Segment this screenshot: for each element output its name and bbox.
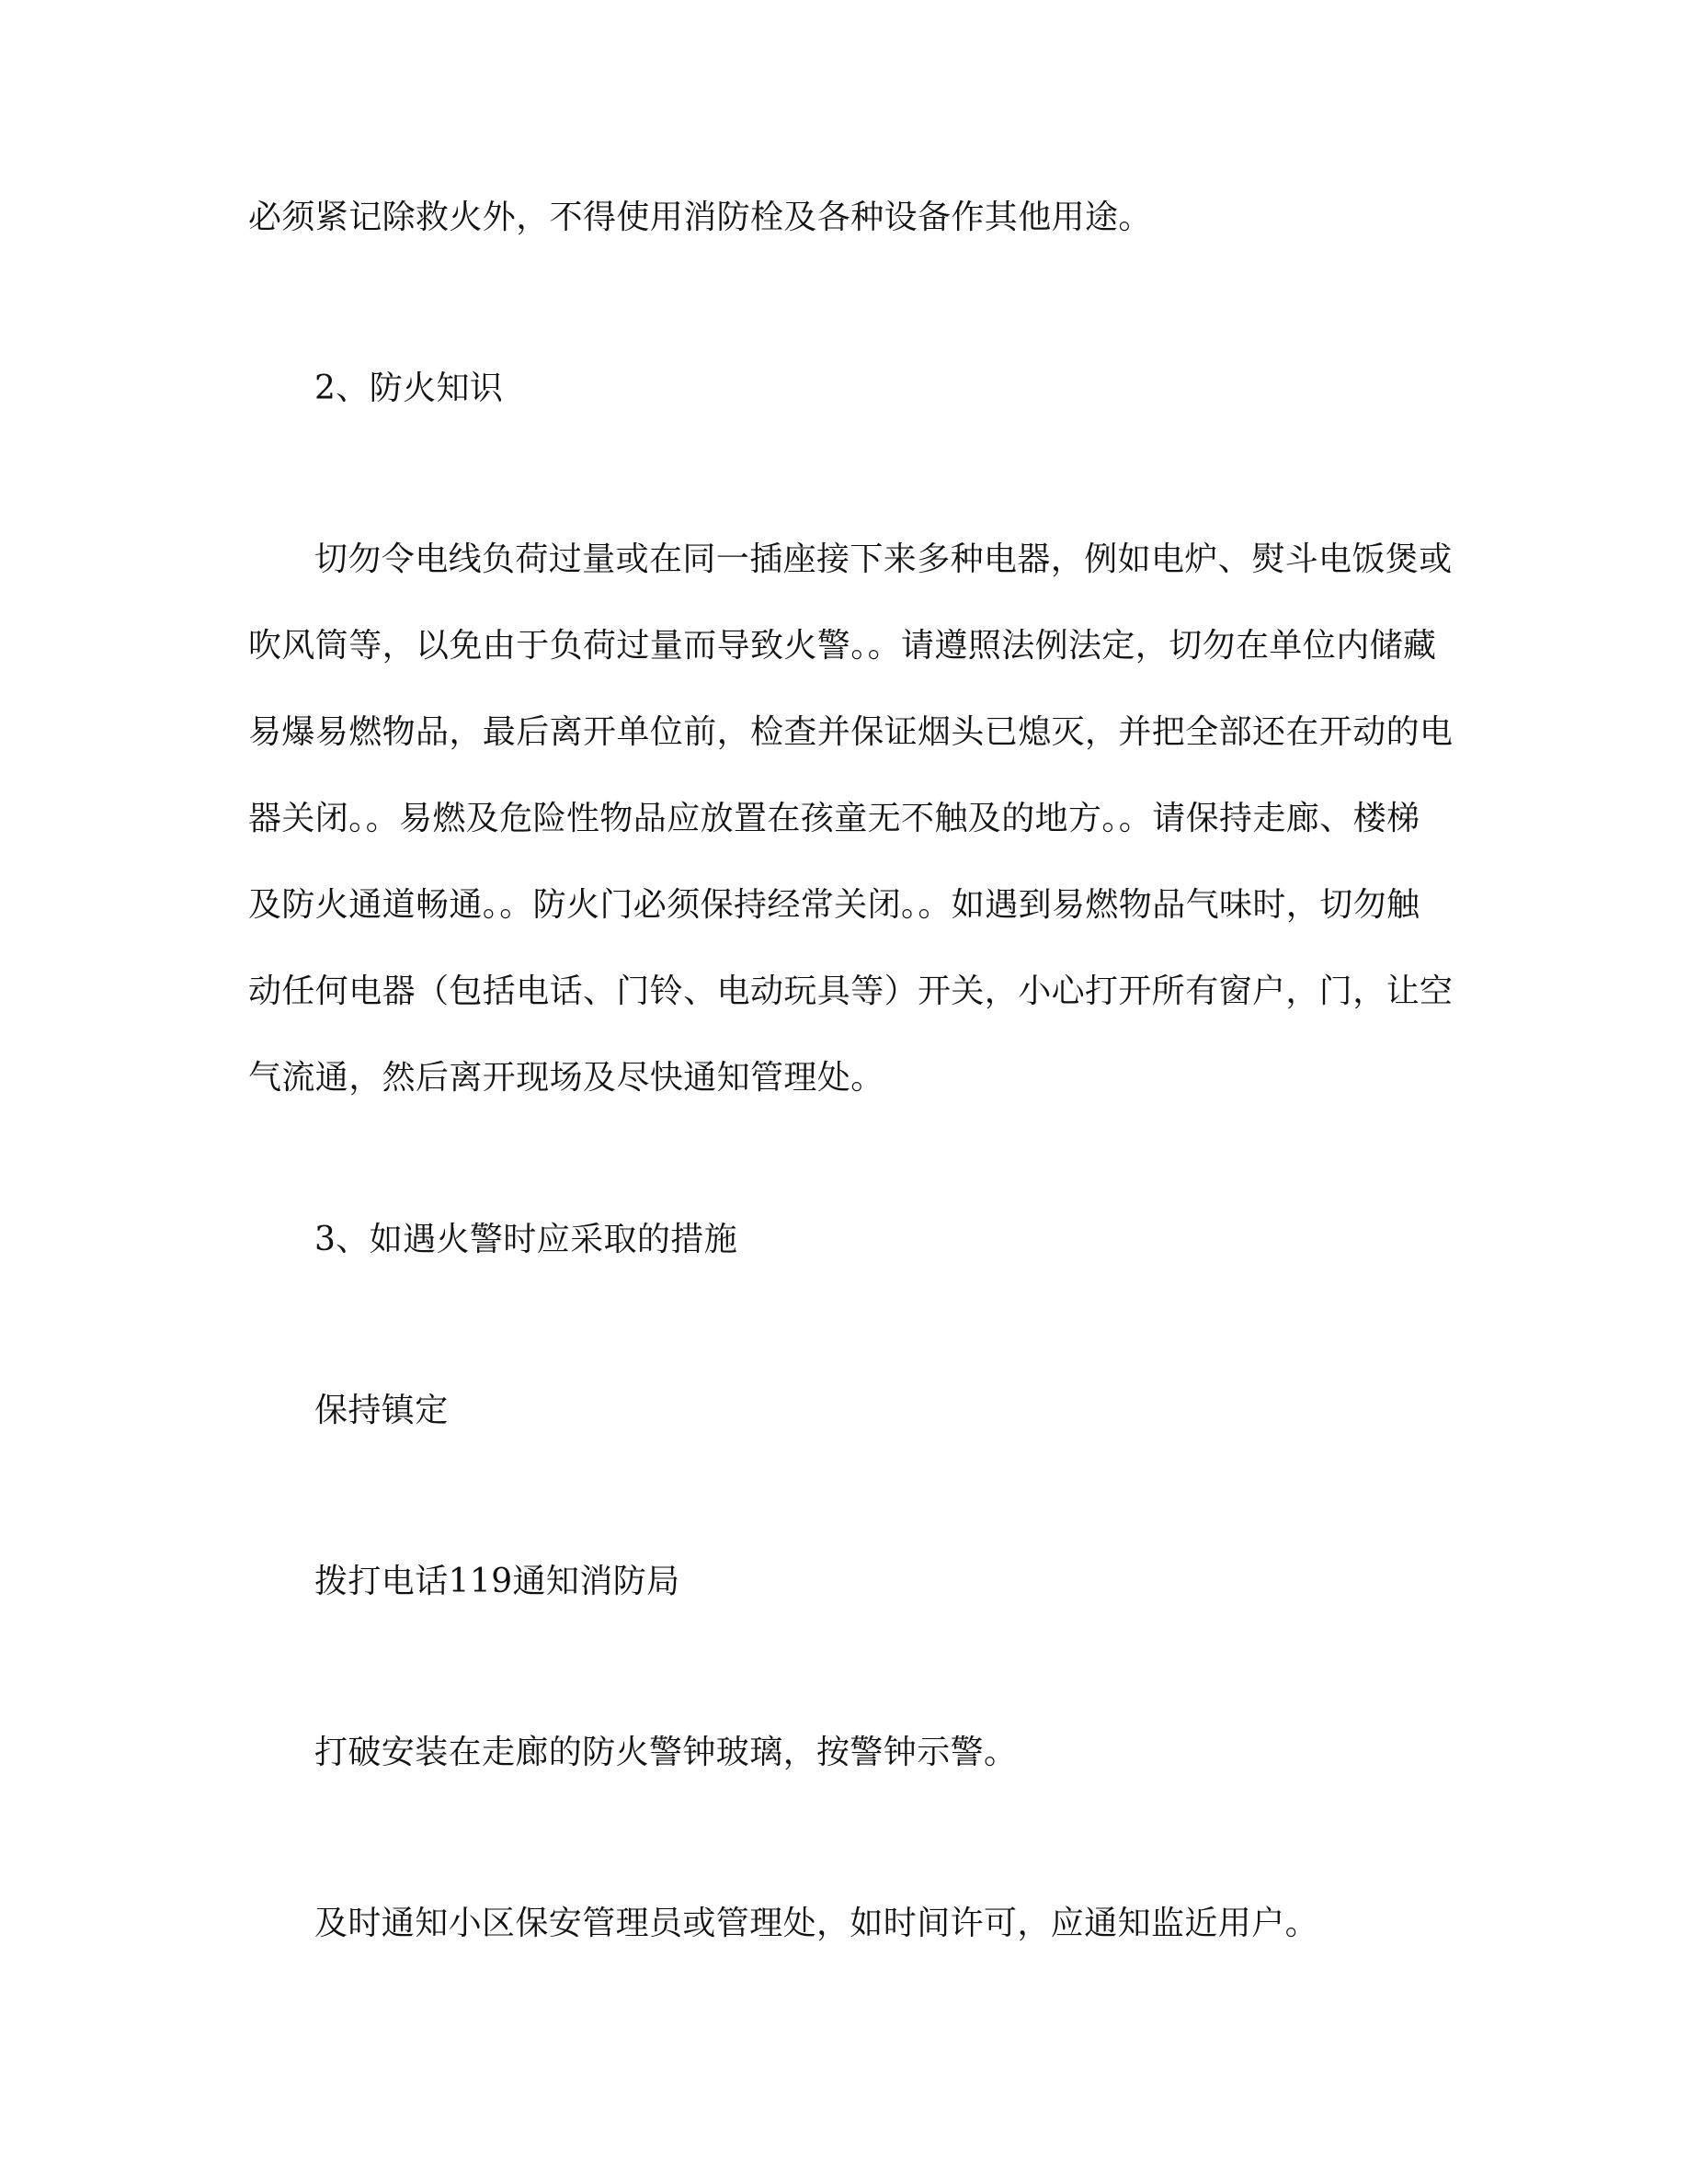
paragraph-line: 及防火通道畅通。。防火门必须保持经常关闭。。如遇到易燃物品气味时，切勿触: [248, 886, 1420, 924]
paragraph-line: 易爆易燃物品，最后离开单位前，检查并保证烟头已熄灭，并把全部还在开动的电: [248, 713, 1454, 751]
paragraph-line: 器关闭。。易燃及危险性物品应放置在孩童无不触及的地方。。请保持走廊、楼梯: [248, 800, 1420, 837]
measure-keep-calm: 保持镇定: [314, 1392, 449, 1429]
paragraph-line: 气流通，然后离开现场及尽快通知管理处。: [248, 1059, 884, 1097]
measure-call-119: 拨打电话119通知消防局: [314, 1563, 680, 1600]
paragraph-line: 切勿令电线负荷过量或在同一插座接下来多种电器，例如电炉、熨斗电饭煲或: [314, 540, 1453, 578]
paragraph-line: 吹风筒等，以免由于负荷过量而导致火警。。请遵照法例法定，切勿在单位内储藏: [248, 627, 1437, 665]
heading-fire-measures: 3、如遇火警时应采取的措施: [314, 1221, 738, 1258]
measure-notify-management: 及时通知小区保安管理员或管理处，如时间许可，应通知监近用户。: [314, 1905, 1319, 1942]
measure-fire-alarm: 打破安装在走廊的防火警钟玻璃，按警钟示警。: [314, 1734, 1018, 1771]
fire-prevention-paragraph: [248, 517, 1454, 1121]
heading-fire-prevention: 2、防火知识: [314, 370, 504, 407]
continued-line: 必须紧记除救火外，不得使用消防栓及各种设备作其他用途。: [248, 199, 1152, 236]
paragraph-line: 动任何电器（包括电话、门铃、电动玩具等）开关，小心打开所有窗户，门，让空: [248, 973, 1454, 1010]
